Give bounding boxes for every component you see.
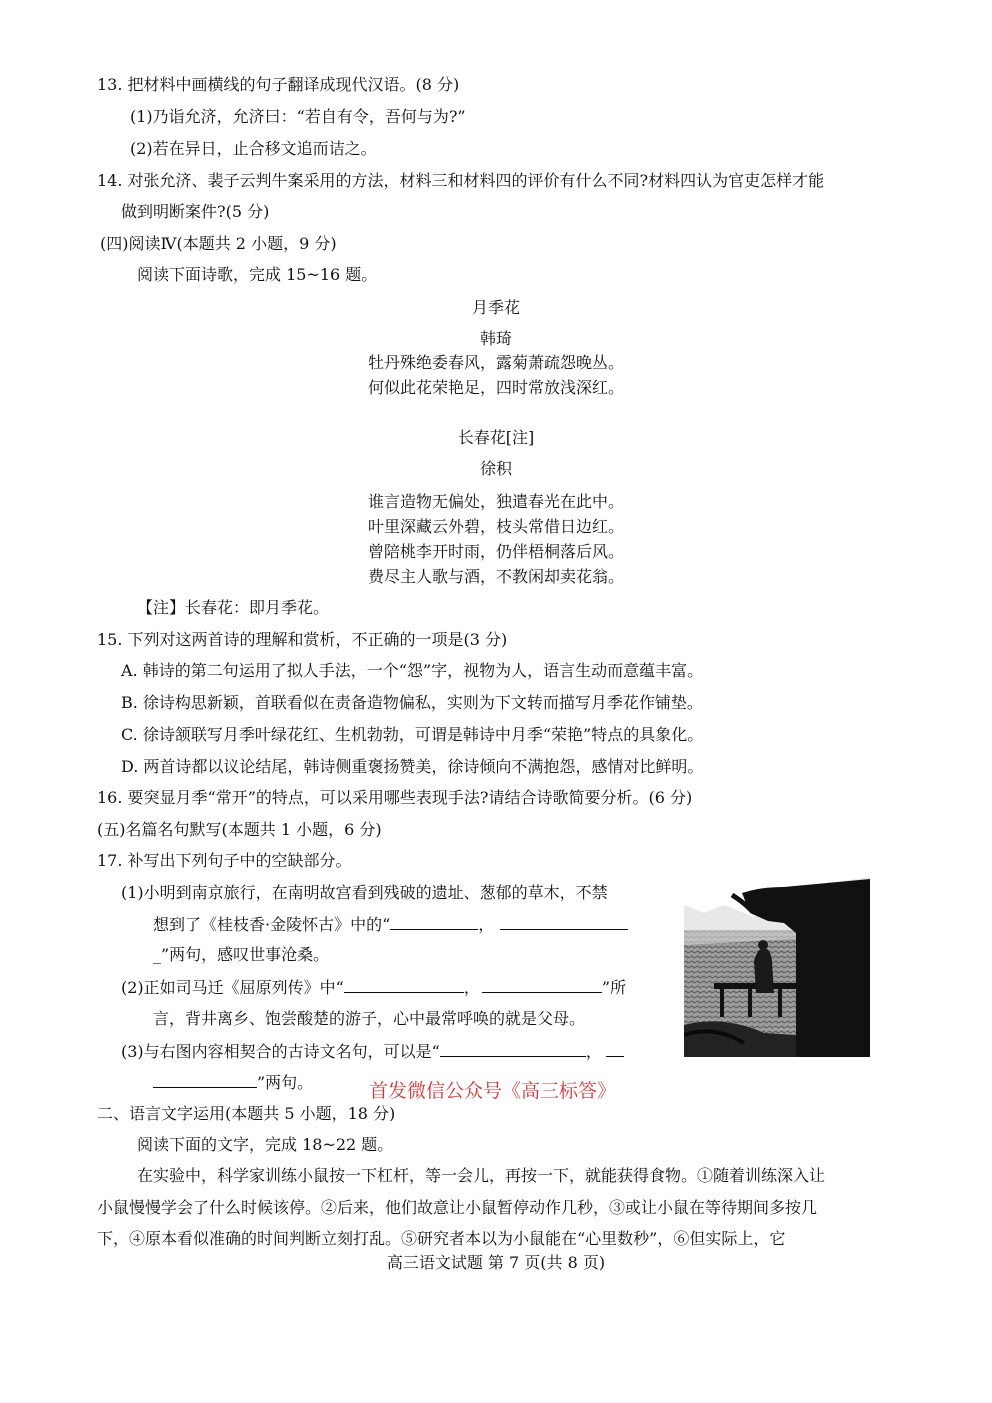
part-2-paragraph-line: 在实验中，科学家训练小鼠按一下杠杆，等一会儿，再按一下，就能获得食物。①随着训练深入让 (137, 1166, 826, 1185)
q14-line-2: 做到明断案件?(5 分) (121, 202, 270, 221)
q14-line-1: 14. 对张允济、裴子云判牛案采用的方法，材料三和材料四的评价有什么不同?材料四认为官吏怎样才能 (97, 171, 825, 190)
q15-stem: 15. 下列对这两首诗的理解和赏析，不正确的一项是(3 分) (97, 630, 508, 649)
q15-option-c: C. 徐诗颔联写月季叶绿花红、生机勃勃，可谓是韩诗中月季“荣艳”特点的具象化。 (121, 725, 704, 744)
answer-blank[interactable] (153, 1071, 257, 1088)
q17-item-2-text: (2)正如司马迁《屈原列传》中“ (121, 978, 344, 997)
q17-item-3-comma: ， (585, 1042, 602, 1061)
section-4-heading: (四)阅读Ⅳ(本题共 2 小题，9 分) (100, 234, 337, 253)
part-2-paragraph-line: 小鼠慢慢学会了什么时候该停。②后来，他们故意让小鼠暂停动作几秒，③或让小鼠在等待期间多按几 (97, 1198, 818, 1217)
poem-1-line: 何似此花荣艳足，四时常放浅深红。 (367, 378, 624, 397)
q17-item-3-text: (3)与右图内容相契合的古诗文名句，可以是“ (121, 1042, 440, 1061)
q17-item-1-line-1: (1)小明到南京旅行，在南明故宫看到残破的遗址、葱郁的草木，不禁 (121, 883, 608, 902)
q17-item-1-text: ”两句，感叹世事沧桑。 (161, 945, 330, 964)
answer-blank[interactable] (390, 913, 478, 930)
q17-item-1-underscore: _ (153, 945, 161, 964)
poem-2-line: 谁言造物无偏处，独遣春光在此中。 (367, 492, 624, 511)
q15-option-d: D. 两首诗都以议论结尾，韩诗侧重褒扬赞美，徐诗倾向不满抱怨，感情对比鲜明。 (121, 757, 704, 776)
page-footer: 高三语文试题 第 7 页(共 8 页) (386, 1253, 606, 1272)
q17-item-2-line-2: 言，背井离乡、饱尝酸楚的游子，心中最常呼唤的就是父母。 (153, 1009, 586, 1028)
poem-2-author: 徐积 (479, 459, 512, 478)
q17-item-2-text: ”所 (601, 978, 627, 997)
poem-2-title: 长春花[注] (457, 428, 535, 447)
part-2-intro: 阅读下面的文字，完成 18~22 题。 (137, 1135, 394, 1154)
answer-blank[interactable] (606, 1040, 624, 1057)
q16-stem: 16. 要突显月季“常开”的特点，可以采用哪些表现手法?请结合诗歌简要分析。(6 分) (97, 788, 693, 807)
q15-option-a: A. 韩诗的第二句运用了拟人手法，一个“怨”字，视物为人，语言生动而意蕴丰富。 (121, 661, 704, 680)
poem-2-line: 曾陪桃李开时雨，仍伴梧桐落后风。 (367, 542, 624, 561)
pavilion-illustration (684, 875, 870, 1057)
part-2-paragraph-line: 下，④原本看似准确的时间判断立刻打乱。⑤研究者本以为小鼠能在“心里数秒”，⑥但实际上，它 (97, 1229, 786, 1248)
q17-item-2-comma: ， (463, 978, 480, 997)
q13-sentence-1: (1)乃诣允济，允济曰：“若自有令，吾何与为?” (130, 107, 466, 126)
watermark: 首发微信公众号《高三标答》 (369, 1080, 617, 1102)
q17-item-3-line-2 (153, 1071, 313, 1094)
answer-blank[interactable] (440, 1040, 586, 1057)
q17-item-3-line-1 (121, 1040, 624, 1063)
poem-1-title: 月季花 (471, 298, 520, 317)
q13-sentence-2: (2)若在异日，止合移文追而诘之。 (130, 139, 377, 158)
section-5-heading: (五)名篇名句默写(本题共 1 小题，6 分) (97, 820, 382, 839)
poem-note: 【注】长春花：即月季花。 (137, 598, 330, 617)
q17-item-1-line-3 (153, 944, 329, 966)
part-2-heading: 二、语言文字运用(本题共 5 小题，18 分) (97, 1104, 396, 1123)
poem-2-line: 叶里深藏云外碧，枝头常借日边红。 (367, 517, 624, 536)
q17-item-1-comma: ， (478, 915, 495, 934)
q17-stem: 17. 补写出下列句子中的空缺部分。 (97, 851, 352, 870)
poem-1-author: 韩琦 (479, 329, 512, 348)
answer-blank[interactable] (344, 976, 464, 993)
q15-option-b: B. 徐诗构思新颖，首联看似在责备造物偏私，实则为下文转而描写月季花作铺垫。 (121, 693, 703, 712)
poem-1-line: 牡丹殊绝委春风，露菊萧疏怨晚丛。 (367, 353, 624, 372)
section-4-intro: 阅读下面诗歌，完成 15~16 题。 (137, 265, 378, 284)
q13-stem: 13. 把材料中画横线的句子翻译成现代汉语。(8 分) (97, 75, 460, 94)
answer-blank[interactable] (500, 913, 628, 930)
answer-blank[interactable] (482, 976, 602, 993)
q17-item-2-line-1 (121, 976, 626, 999)
q17-item-3-text: ”两句。 (257, 1073, 314, 1092)
poem-2-line: 费尽主人歌与酒，不教闲却卖花翁。 (367, 567, 624, 586)
q17-item-1-text: 想到了《桂枝香·金陵怀古》中的“ (153, 915, 391, 934)
q17-item-1-line-2 (153, 913, 628, 936)
